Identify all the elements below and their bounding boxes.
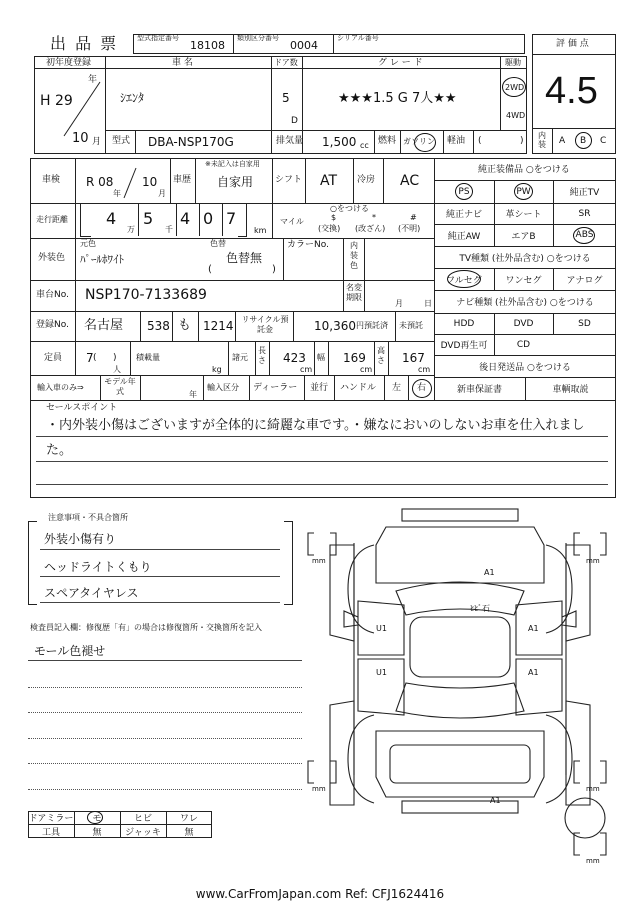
interior-b-circle — [575, 132, 592, 149]
class-no-label: 類別区分番号 — [237, 34, 279, 42]
handle-label: ハンドル — [340, 383, 377, 393]
car-name: ｼｴﾝﾀ — [120, 91, 145, 105]
history-note: ※未記入は自家用 — [205, 160, 260, 168]
import-label: 輸入車のみ⇒ — [37, 383, 84, 392]
import-type-label: 輸入区分 — [207, 383, 239, 392]
shift-label: シフト — [275, 175, 303, 185]
length-label: 長さ — [258, 346, 266, 365]
acc-door-mirror-value: モ — [92, 814, 102, 824]
width-unit: cm — [360, 365, 373, 374]
odo-tamper-mark: * — [372, 213, 376, 222]
first-reg-year-unit: 年 — [88, 75, 98, 85]
capacity-label: 定員 — [44, 353, 63, 363]
equip-airbag: エアB — [511, 231, 536, 242]
equip-genuine-aw: 純正AW — [447, 231, 481, 242]
car-condition-diagram — [300, 505, 620, 875]
acc-tools-label: 工具 — [41, 827, 60, 838]
dims-label: 諸元 — [232, 353, 248, 362]
footer-ref: www.CarFromJapan.com Ref: CFJ1624416 — [195, 887, 445, 901]
mileage-sen: 千 — [165, 225, 173, 234]
handle-right: 右 — [417, 383, 427, 393]
fuel-paren-open: ( — [478, 136, 482, 146]
model-no-label: 型式指定番号 — [137, 34, 179, 42]
capacity-paren-close: ) — [113, 353, 117, 363]
color-label: 外装色 — [38, 253, 66, 263]
recycle-unit: 円預託済 — [356, 321, 388, 330]
grade-label: グ レ ー ド — [378, 58, 423, 68]
doors-value: 5 — [282, 91, 290, 105]
reg-city: 名古屋 — [84, 318, 124, 333]
grade-value: ★★★1.5 G 7人★★ — [338, 91, 457, 106]
odo-unknown-mark: # — [410, 213, 417, 222]
inspection-month: 10 — [142, 175, 158, 189]
history-label: 車歴 — [173, 175, 192, 185]
import-dealer: ディーラー — [253, 383, 298, 393]
cd-item: CD — [516, 339, 531, 350]
capacity-value: 7 — [86, 351, 94, 365]
chassis-label: 車台No. — [36, 290, 69, 300]
repaint-label: 色替 — [210, 239, 226, 248]
model-year-label: モデル年式 — [104, 377, 136, 396]
mileage-unit: km — [254, 226, 267, 235]
acc-tools-value: 無 — [92, 827, 102, 838]
odo-tamper-label: (改ざん) — [355, 224, 386, 233]
height-value: 167 — [402, 351, 425, 365]
load-unit: kg — [212, 365, 222, 374]
inspector-label: 検査員記入欄：修復歴「有」の場合は修復箇所・交換箇所を記入 — [30, 623, 262, 632]
interior-a: A — [559, 136, 566, 146]
equip-genuine-tv: 純正TV — [569, 188, 600, 198]
width-label: 幅 — [317, 353, 325, 362]
mileage-digit-5: 7 — [226, 209, 237, 228]
displacement-unit: cc — [360, 141, 369, 150]
capacity-unit: 人 — [113, 365, 121, 374]
tire-fr-mm: mm — [586, 557, 600, 565]
acc-door-mirror-circle — [87, 811, 103, 824]
mileage-digit-4: 0 — [203, 209, 214, 228]
displacement: 1,500 — [322, 135, 357, 149]
model-type: DBA-NSP170G — [148, 135, 234, 149]
mark-right-rear-door: A1 — [528, 668, 539, 677]
drive-label: 駆動 — [505, 58, 521, 67]
capacity-paren-open: ( — [93, 353, 97, 363]
drive-2wd-circle — [502, 77, 526, 97]
acc-jack-label: ジャッキ — [125, 827, 161, 838]
recycle-amount: 10,360 — [314, 319, 356, 333]
dvd-playback-label: DVD再生可 — [440, 341, 488, 351]
ac-value: AC — [400, 173, 420, 189]
odo-unknown-label: (不明) — [398, 224, 421, 233]
interior-color-label: 内装色 — [350, 241, 358, 270]
equip-leather-seat: 革シート — [505, 210, 542, 220]
interior-label: 内装 — [538, 131, 546, 149]
model-no: 18108 — [190, 39, 225, 52]
mileage-circle-note: ○をつける — [330, 204, 369, 213]
sales-point-line-2: た。 — [46, 443, 73, 458]
model-type-label: 型式 — [112, 136, 131, 146]
length-value: 423 — [283, 351, 306, 365]
mileage-digit-3: 4 — [180, 209, 191, 228]
handle-right-circle — [412, 379, 432, 398]
ac-label: 冷房 — [357, 175, 376, 185]
note-item-1: 外装小傷有り — [44, 532, 117, 546]
inspection-year-unit: 年 — [113, 189, 121, 198]
equip-sr: SR — [578, 208, 591, 219]
length-unit: cm — [300, 365, 313, 374]
serial-label: シリアル番号 — [337, 34, 379, 42]
form-title: 出 品 票 — [50, 34, 119, 53]
note-item-2: ヘッドライトくもり — [44, 560, 152, 574]
acc-break-label: ワレ — [179, 814, 198, 824]
height-unit: cm — [418, 365, 431, 374]
tire-rr-mm: mm — [586, 785, 600, 793]
fuel-label: 燃料 — [378, 136, 397, 146]
acc-jack-value: 無 — [184, 827, 194, 838]
inspection-label: 車検 — [42, 175, 61, 185]
load-label: 積載量 — [136, 353, 160, 362]
fuel-light-oil: 軽油 — [447, 136, 466, 146]
mark-right-front-door: A1 — [528, 624, 539, 633]
reg-class: 538 — [147, 319, 170, 333]
interior-b: B — [580, 136, 587, 146]
name-deadline-day: 日 — [424, 299, 432, 308]
mark-left-front-door: U1 — [376, 624, 387, 633]
color-no-label: カラーNo. — [287, 240, 329, 250]
after-shipment-label: 後日発送品 ○をつける — [479, 362, 571, 373]
tv-analog: アナログ — [566, 275, 603, 286]
spare-tire-mm: mm — [586, 857, 600, 865]
mileage-label: 走行距離 — [36, 215, 68, 224]
fuel-gasoline: ガソリン — [403, 137, 435, 146]
acc-crack-label: ヒビ — [133, 814, 152, 824]
reg-number: 1214 — [203, 319, 234, 333]
reg-kana: も — [178, 318, 192, 333]
mileage-digit-2: 5 — [143, 209, 154, 228]
mark-hood: A1 — [484, 568, 495, 577]
chassis-value: NSP170-7133689 — [85, 287, 207, 303]
width-value: 169 — [343, 351, 366, 365]
fuel-paren-close: ) — [520, 136, 524, 146]
drive-2wd: 2WD — [505, 83, 525, 92]
inspection-month-unit: 月 — [158, 189, 166, 198]
fuel-gasoline-circle — [414, 133, 436, 152]
navi-dvd: DVD — [513, 318, 534, 329]
import-parallel: 並行 — [310, 383, 329, 393]
equip-ps: PS — [458, 186, 470, 197]
mark-left-rear-door: U1 — [376, 668, 387, 677]
doors-label: ドア数 — [274, 58, 298, 67]
first-reg-month-unit: 月 — [92, 137, 102, 147]
model-year-unit: 年 — [189, 390, 197, 399]
equip-pw: PW — [516, 186, 531, 197]
odo-swap-mark: $ — [331, 213, 337, 222]
tv-fullseg-circle — [447, 270, 481, 288]
shift-value: AT — [320, 173, 338, 189]
recycle-status: 未預託 — [399, 321, 423, 330]
sales-point-label: セールスポイント — [46, 403, 118, 413]
drive-4wd: 4WD — [506, 111, 526, 120]
equip-genuine-navi: 純正ナビ — [445, 210, 482, 220]
odo-swap-label: (交換) — [318, 224, 341, 233]
orig-color: ﾊﾟｰﾙﾎﾜｲﾄ — [80, 253, 124, 266]
car-name-label: 車 名 — [172, 58, 193, 68]
height-label: 高さ — [377, 346, 385, 365]
after-warranty: 新車保証書 — [456, 385, 502, 395]
regno-label: 登録No. — [36, 320, 69, 330]
first-reg-era: H 29 — [40, 93, 73, 109]
class-no: 0004 — [290, 39, 318, 52]
inspection-era: R 08 — [86, 175, 114, 189]
notes-label: 注意事項・不具合箇所 — [48, 513, 128, 522]
equip-abs: ABS — [575, 230, 594, 240]
score-label: 評 価 点 — [556, 39, 589, 49]
tire-rl-mm: mm — [312, 785, 326, 793]
name-deadline-label: 名変期限 — [346, 283, 362, 302]
repaint-paren-open: ( — [208, 264, 212, 275]
mark-rear-bumper: A1 — [490, 796, 501, 805]
navi-type-label: ナビ種類 (社外品含む) ○をつける — [456, 298, 594, 308]
mile-label: マイル — [280, 217, 304, 226]
doors-type: D — [291, 116, 298, 126]
mark-windshield: ﾋﾋﾞ石 — [470, 604, 490, 613]
mileage-man: 万 — [127, 225, 135, 234]
inspector-note: モール色褪せ — [34, 644, 106, 658]
tv-type-label: TV種類 (社外品含む) ○をつける — [459, 253, 591, 264]
name-deadline-month: 月 — [395, 299, 403, 308]
first-reg-month: 10 — [72, 131, 89, 146]
tire-fl-mm: mm — [312, 557, 326, 565]
navi-hdd: HDD — [453, 318, 475, 329]
sales-point-line-1: ・内外装小傷はございますが全体的に綺麗な車です。・嫌なにおいのしないお車を仕入れまし — [46, 418, 585, 433]
displacement-label: 排気量 — [276, 136, 304, 146]
equip-abs-circle — [573, 227, 595, 244]
after-manual: 車輌取説 — [552, 385, 589, 395]
orig-color-label: 元色 — [80, 239, 96, 248]
interior-c: C — [600, 136, 607, 146]
genuine-equipment-label: 純正装備品 ○をつける — [478, 165, 570, 175]
handle-left: 左 — [392, 383, 402, 393]
acc-door-mirror-label: ドアミラー — [28, 814, 74, 824]
first-reg-label: 初年度登録 — [46, 58, 92, 68]
mileage-digit-1: 4 — [106, 209, 117, 228]
tv-oneseg: ワンセグ — [505, 275, 542, 286]
repaint-value: 色替無 — [226, 251, 263, 265]
equip-ps-circle — [455, 183, 473, 200]
equip-pw-circle — [514, 183, 533, 200]
score-value: 4.5 — [545, 70, 598, 112]
note-item-3: スペアタイヤレス — [44, 586, 139, 600]
navi-sd: SD — [578, 318, 591, 329]
repaint-paren-close: ) — [272, 264, 276, 275]
recycle-label: リサイクル預託金 — [241, 315, 289, 334]
tv-fullseg: フルセグ — [446, 275, 482, 286]
history-value: 自家用 — [217, 175, 254, 189]
